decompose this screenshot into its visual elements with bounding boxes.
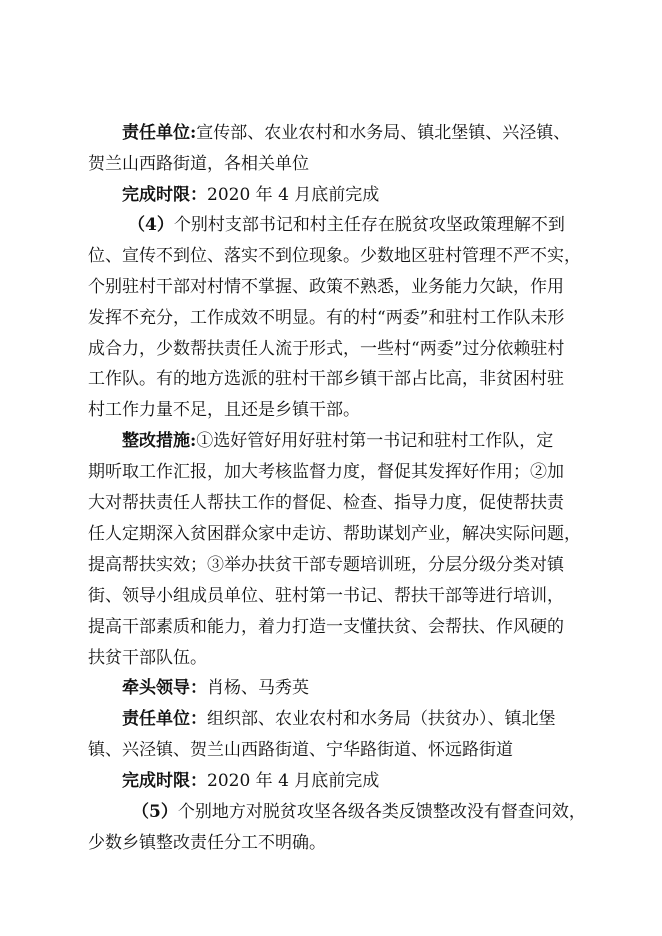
measures-line-7: 提高干部素质和能力，着力打造一支懂扶贫、会帮扶、作风硬的 bbox=[88, 617, 564, 637]
deadline1-label: 完成时限 bbox=[122, 185, 190, 205]
resp2-label: 责任单位 bbox=[122, 709, 190, 729]
measures-label: 整改措施 bbox=[122, 431, 190, 451]
issue4-number: （4） bbox=[128, 215, 174, 235]
issue4-line-4: 发挥不充分，工作成效不明显。有的村“两委”和驻村工作队未形 bbox=[88, 308, 565, 328]
leaders-label: 牵头领导 bbox=[122, 678, 190, 698]
measures-line-8: 扶贫干部队伍。 bbox=[88, 648, 207, 668]
issue4-line-1: （4）个别村支部书记和村主任存在脱贫攻坚政策理解不到 bbox=[128, 215, 565, 235]
issue4-line-7: 村工作力量不足，且还是乡镇干部。 bbox=[88, 400, 360, 420]
issue4-line-6: 工作队。有的地方选派的驻村干部乡镇干部占比高，非贫困村驻 bbox=[88, 369, 564, 389]
measures-line-5: 提高帮扶实效；③举办扶贫干部专题培训班，分层分级分类对镇 bbox=[88, 555, 564, 575]
resp1-label: 责任单位 bbox=[122, 123, 190, 143]
deadline2-label: 完成时限 bbox=[122, 771, 190, 791]
issue5-line-2: 少数乡镇整改责任分工不明确。 bbox=[88, 833, 326, 853]
measures-line-3: 大对帮扶责任人帮扶工作的督促、检查、指导力度，促使帮扶责 bbox=[88, 493, 564, 513]
issue5-number: （5） bbox=[132, 802, 178, 822]
resp1-line-2: 贺兰山西路街道，各相关单位 bbox=[88, 154, 309, 174]
issue4-line-3: 个别驻村干部对村情不掌握、政策不熟悉，业务能力欠缺，作用 bbox=[88, 277, 564, 297]
resp1-line-1: 责任单位:宣传部、农业农村和水务局、镇北堡镇、兴泾镇、 bbox=[122, 123, 571, 143]
measures-line-2: 期听取工作汇报，加大考核监督力度，督促其发挥好作用；②加 bbox=[88, 462, 564, 482]
measures-line-6: 街、领导小组成员单位、驻村第一书记、帮扶干部等进行培训， bbox=[88, 586, 564, 606]
deadline1-line: 完成时限：2020 年 4 月底前完成 bbox=[122, 185, 380, 205]
resp2-line-1: 责任单位：组织部、农业农村和水务局（扶贫办）、镇北堡 bbox=[122, 709, 556, 729]
resp2-line-2: 镇、兴泾镇、贺兰山西路街道、宁华路街道、怀远路街道 bbox=[88, 740, 513, 760]
measures-line-4: 任人定期深入贫困群众家中走访、帮助谋划产业，解决实际问题， bbox=[88, 524, 581, 544]
issue5-line-1: （5）个别地方对脱贫攻坚各级各类反馈整改没有督查问效， bbox=[132, 802, 586, 822]
leaders-line: 牵头领导：肖杨、马秀英 bbox=[122, 678, 309, 698]
deadline2-line: 完成时限：2020 年 4 月底前完成 bbox=[122, 771, 380, 791]
measures-line-1: 整改措施:①选好管好用好驻村第一书记和驻村工作队，定 bbox=[122, 431, 554, 451]
issue4-line-2: 位、宣传不到位、落实不到位现象。少数地区驻村管理不严不实， bbox=[88, 246, 581, 266]
issue4-line-5: 成合力，少数帮扶责任人流于形式，一些村“两委”过分依赖驻村 bbox=[88, 339, 565, 359]
